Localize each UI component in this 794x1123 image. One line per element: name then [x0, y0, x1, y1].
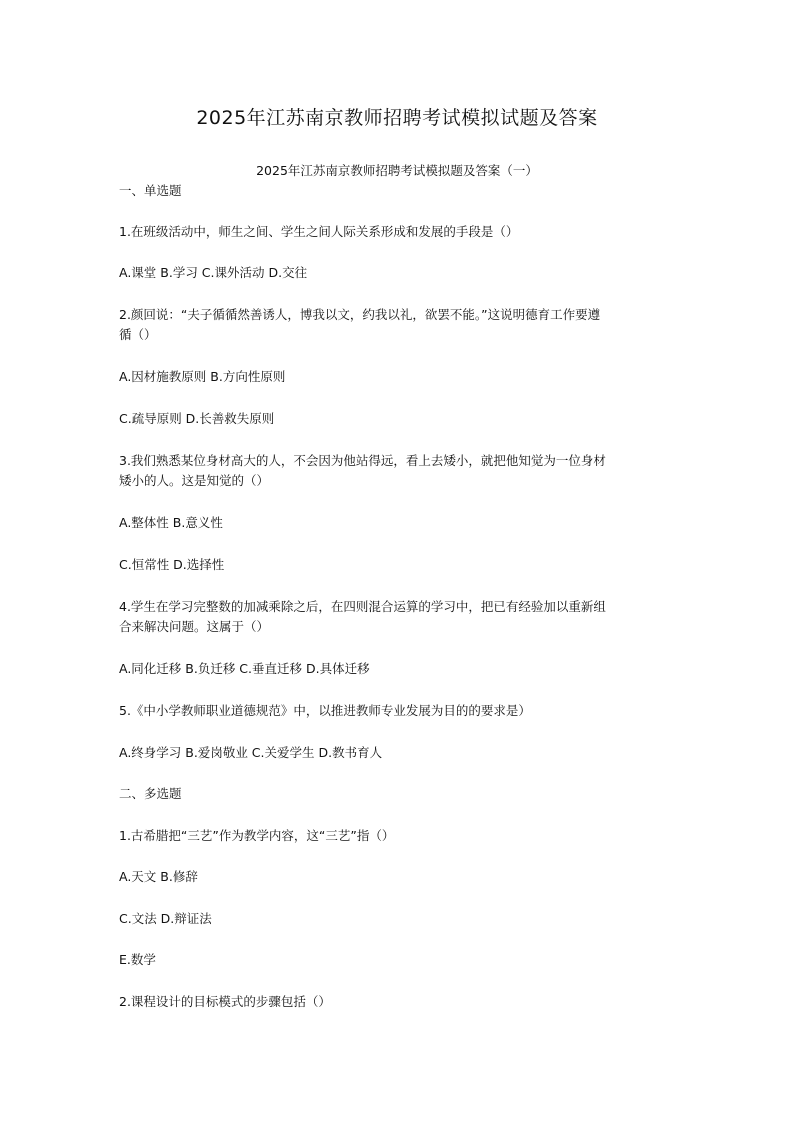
question-single-2-stem-line1: 2.颜回说：“夫子循循然善诱人，博我以文，约我以礼，欲罢不能。”这说明德育工作要遵 [119, 307, 601, 322]
question-multi-2-stem: 2.课程设计的目标模式的步骤包括（） [119, 994, 331, 1009]
question-multi-1-options-line2: C.文法 D.辩证法 [119, 911, 212, 926]
question-single-2-options-line1: A.因材施教原则 B.方向性原则 [119, 369, 286, 384]
question-single-3-options-line1: A.整体性 B.意义性 [119, 515, 223, 530]
section-heading-single: 一、单选题 [119, 183, 182, 198]
question-multi-1-options-line3: E.数学 [119, 952, 156, 967]
question-single-4-stem-line2: 合来解决问题。这属于（） [119, 619, 270, 634]
question-single-1-stem: 1.在班级活动中，师生之间、学生之间人际关系形成和发展的手段是（） [119, 224, 519, 239]
question-single-5-options: A.终身学习 B.爱岗敬业 C.关爱学生 D.教书育人 [119, 745, 383, 760]
question-single-1-options: A.课堂 B.学习 C.课外活动 D.交往 [119, 265, 308, 280]
question-multi-1-stem: 1.古希腊把“三艺”作为教学内容，这“三艺”指（） [119, 828, 395, 843]
document-subtitle: 2025年江苏南京教师招聘考试模拟题及答案（一） [256, 163, 538, 178]
question-single-4-stem-line1: 4.学生在学习完整数的加减乘除之后，在四则混合运算的学习中，把已有经验加以重新组 [119, 599, 606, 614]
question-single-3-stem-line2: 矮小的人。这是知觉的（） [119, 473, 270, 488]
question-single-2-stem-line2: 循（） [119, 327, 157, 342]
section-heading-multi: 二、多选题 [119, 786, 182, 801]
question-single-2-options-line2: C.疏导原则 D.长善救失原则 [119, 411, 275, 426]
question-single-3-stem-line1: 3.我们熟悉某位身材高大的人，不会因为他站得远，看上去矮小，就把他知觉为一位身材 [119, 453, 606, 468]
question-single-5-stem: 5.《中小学教师职业道德规范》中，以推进教师专业发展为目的的要求是） [119, 703, 531, 718]
document-title: 2025年江苏南京教师招聘考试模拟试题及答案 [196, 107, 598, 129]
question-single-3-options-line2: C.恒常性 D.选择性 [119, 557, 225, 572]
question-single-4-options: A.同化迁移 B.负迁移 C.垂直迁移 D.具体迁移 [119, 661, 370, 676]
question-multi-1-options-line1: A.天文 B.修辞 [119, 869, 198, 884]
